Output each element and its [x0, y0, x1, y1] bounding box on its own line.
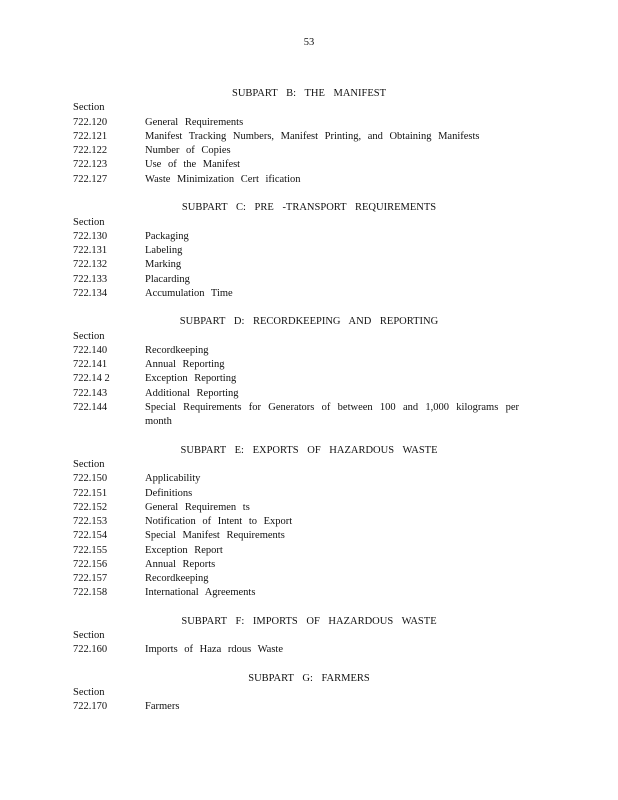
toc-entry-title: Annual Reports — [145, 559, 216, 570]
toc-entry-number: 722.133 — [73, 274, 108, 285]
section-label: Section — [73, 687, 105, 698]
subpart-f-heading: SUBPART F: IMPORTS OF HAZARDOUS WASTE — [181, 616, 437, 627]
toc-entry-title: Packaging — [145, 231, 189, 242]
toc-entry-number: 722.155 — [73, 545, 108, 556]
toc-entry-title: Waste Minimization Cert ification — [145, 174, 301, 185]
toc-entry-number: 722.156 — [73, 559, 108, 570]
section-label: Section — [73, 331, 105, 342]
toc-entry-title: International Agreements — [145, 587, 256, 598]
toc-entry-number: 722.122 — [73, 145, 108, 156]
toc-entry-number: 722.143 — [73, 388, 108, 399]
toc-entry-title: General Requiremen ts — [145, 502, 250, 513]
toc-entry-title: Special Requirements for Generators of between 100 and 1,000 kilograms per — [145, 402, 519, 413]
toc-entry-title: Exception Reporting — [145, 373, 237, 384]
toc-entry-number: 722.14 2 — [73, 373, 110, 384]
toc-entry-number: 722.134 — [73, 288, 108, 299]
toc-entry-number: 722.121 — [73, 131, 108, 142]
toc-entry-title: Placarding — [145, 274, 190, 285]
toc-entry-title: Annual Reporting — [145, 359, 225, 370]
toc-entry-title: Labeling — [145, 245, 183, 256]
toc-entry-number: 722.130 — [73, 231, 108, 242]
toc-entry-title: Imports of Haza rdous Waste — [145, 644, 284, 655]
toc-entry-number: 722.160 — [73, 644, 108, 655]
toc-entry-number: 722.158 — [73, 587, 108, 598]
subpart-c-heading: SUBPART C: PRE -TRANSPORT REQUIREMENTS — [181, 202, 437, 213]
subpart-e-heading: SUBPART E: EXPORTS OF HAZARDOUS WASTE — [180, 445, 438, 456]
toc-entry-title: Notification of Intent to Export — [145, 516, 293, 527]
toc-entry-title: Marking — [145, 259, 182, 270]
toc-entry-title: Number of Copies — [145, 145, 231, 156]
subpart-g-heading: SUBPART G: FARMERS — [248, 673, 370, 684]
subpart-d-heading: SUBPART D: RECORDKEEPING AND REPORTING — [179, 316, 439, 327]
toc-entry-number: 722.144 — [73, 402, 108, 413]
page-number: 53 — [303, 37, 315, 48]
toc-entry-number: 722.153 — [73, 516, 108, 527]
toc-entry-title: Applicability — [145, 473, 201, 484]
toc-entry-number: 722.132 — [73, 259, 108, 270]
toc-entry-number: 722.157 — [73, 573, 108, 584]
toc-entry-title-continuation: month — [145, 416, 172, 427]
toc-entry-title: Farmers — [145, 701, 180, 712]
toc-entry-number: 722.123 — [73, 159, 108, 170]
toc-entry-title: General Requirements — [145, 117, 244, 128]
toc-entry-number: 722.120 — [73, 117, 108, 128]
toc-entry-title: Additional Reporting — [145, 388, 239, 399]
toc-entry-title: Manifest Tracking Numbers, Manifest Printing, and Obtaining Manifests — [145, 131, 480, 142]
toc-entry-number: 722.127 — [73, 174, 108, 185]
toc-entry-title: Accumulation Time — [145, 288, 233, 299]
section-label: Section — [73, 459, 105, 470]
toc-entry-number: 722.170 — [73, 701, 108, 712]
toc-entry-title: Exception Report — [145, 545, 223, 556]
toc-entry-number: 722.151 — [73, 488, 108, 499]
toc-entry-number: 722.131 — [73, 245, 108, 256]
section-label: Section — [73, 102, 105, 113]
toc-entry-number: 722.140 — [73, 345, 108, 356]
toc-entry-number: 722.150 — [73, 473, 108, 484]
toc-entry-title: Recordkeeping — [145, 573, 209, 584]
toc-entry-title: Special Manifest Requirements — [145, 530, 285, 541]
subpart-b-heading: SUBPART B: THE MANIFEST — [231, 88, 386, 99]
toc-entry-number: 722.141 — [73, 359, 108, 370]
section-label: Section — [73, 217, 105, 228]
toc-entry-number: 722.154 — [73, 530, 108, 541]
toc-entry-number: 722.152 — [73, 502, 108, 513]
toc-entry-title: Use of the Manifest — [145, 159, 241, 170]
toc-entry-title: Definitions — [145, 488, 193, 499]
section-label: Section — [73, 630, 105, 641]
toc-entry-title: Recordkeeping — [145, 345, 209, 356]
